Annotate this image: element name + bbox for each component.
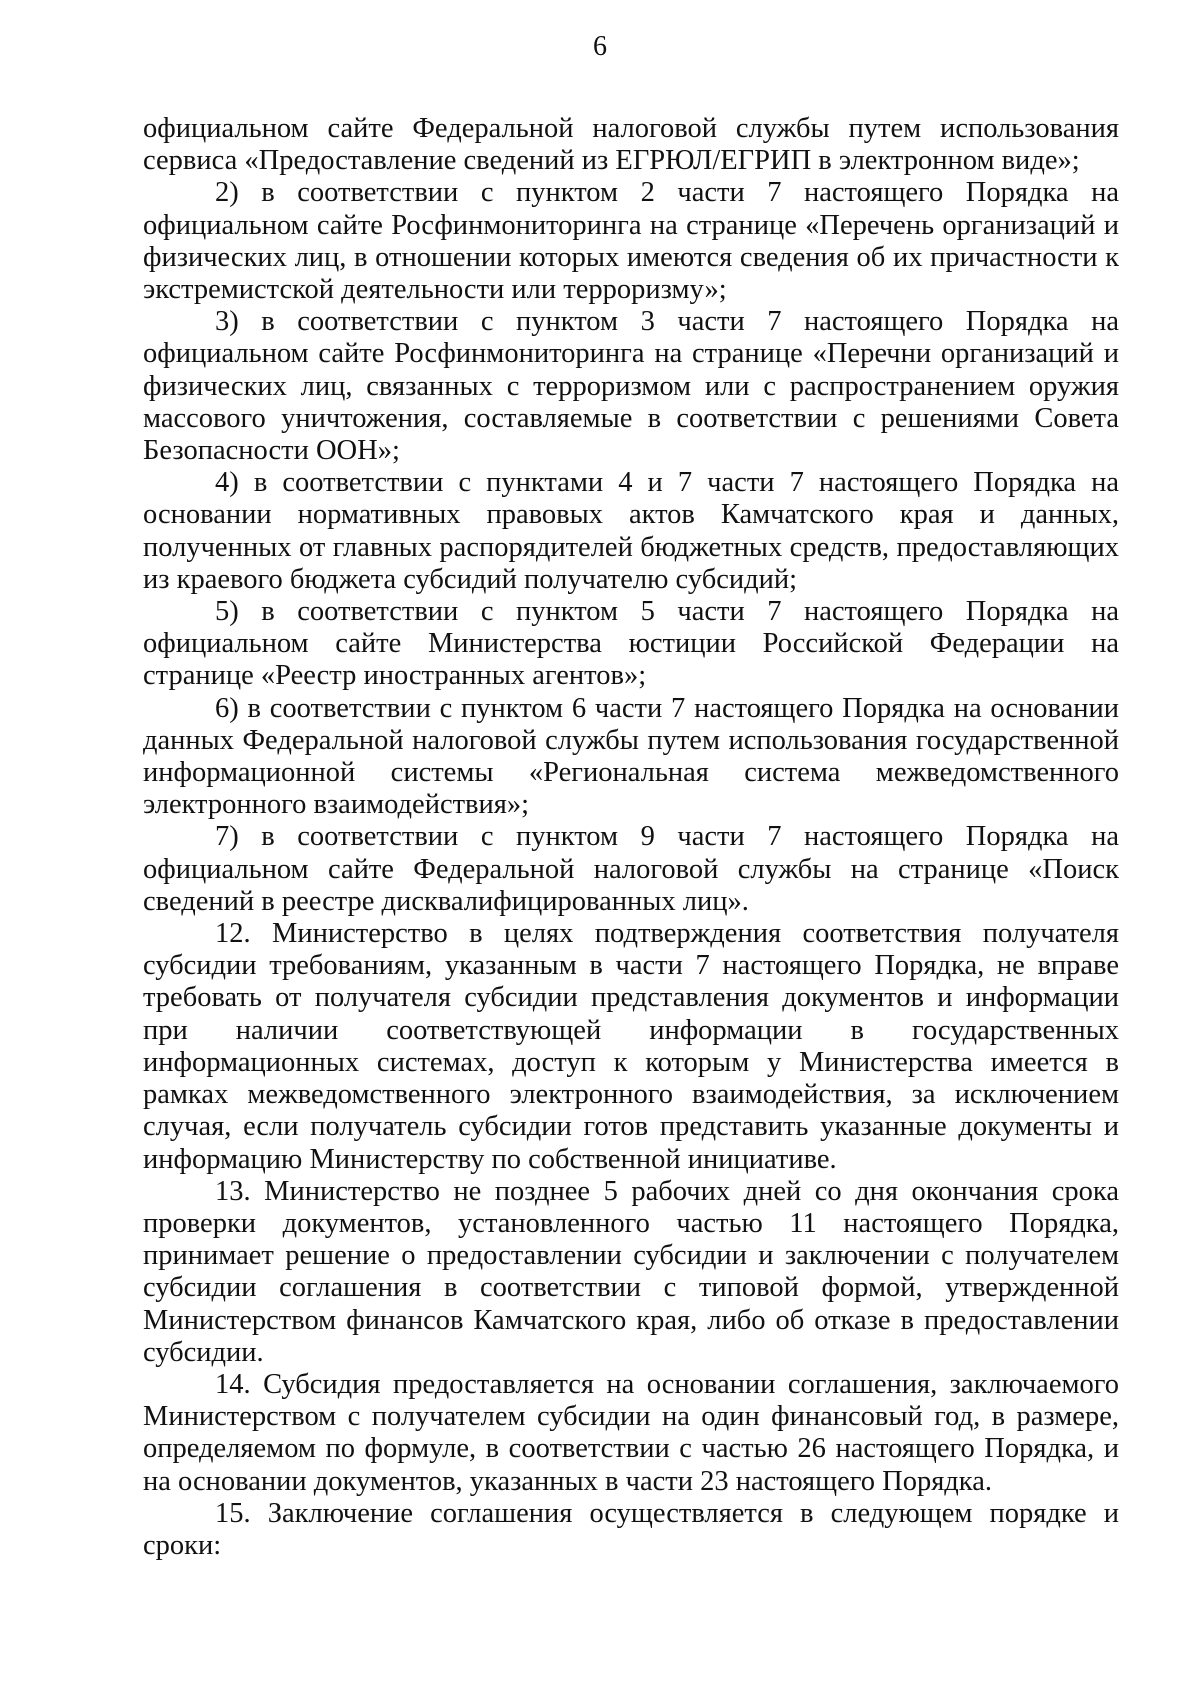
section-12: 12. Министерство в целях подтверждения соответствия получателя субсидии требованиям, указанным в части 7 настоящего Порядка, не вправе требовать от получателя субсидии представления документов и информации при наличии соответствующей информации в государственных информационных системах, доступ к которым у Министерства имеется в рамках межведомственного электронного взаимодействия, за исключением случая, если получатель субсидии готов представить указанные документы и информацию Министерству по собственной инициативе. [143, 918, 1119, 1175]
document-body [143, 113, 1119, 1562]
list-item-2: 2) в соответствии с пунктом 2 части 7 настоящего Порядка на официальном сайте Росфинмониторинга на странице «Перечень организаций и физических лиц, в отношении которых имеются сведения об их причастности к экстремистской деятельности или терроризму»; [143, 177, 1119, 306]
paragraph-continuation: официальном сайте Федеральной налоговой службы путем использования сервиса «Предоставление сведений из ЕГРЮЛ/ЕГРИП в электронном виде»; [143, 113, 1119, 177]
section-14: 14. Субсидия предоставляется на основании соглашения, заключаемого Министерством с получателем субсидии на один финансовый год, в размере, определяемом по формуле, в соответствии с частью 26 настоящего Порядка, и на основании документов, указанных в части 23 настоящего Порядка. [143, 1368, 1119, 1497]
list-item-7: 7) в соответствии с пунктом 9 части 7 настоящего Порядка на официальном сайте Федеральной налоговой службы на странице «Поиск сведений в реестре дисквалифицированных лиц». [143, 821, 1119, 917]
page-number: 6 [593, 31, 607, 62]
list-item-6: 6) в соответствии с пунктом 6 части 7 настоящего Порядка на основании данных Федеральной налоговой службы путем использования государственной информационной системы «Региональная система межведомственного электронного взаимодействия»; [143, 692, 1119, 821]
list-item-5: 5) в соответствии с пунктом 5 части 7 настоящего Порядка на официальном сайте Министерства юстиции Российской Федерации на странице «Реестр иностранных агентов»; [143, 596, 1119, 692]
list-item-3: 3) в соответствии с пунктом 3 части 7 настоящего Порядка на официальном сайте Росфинмониторинга на странице «Перечни организаций и физических лиц, связанных с терроризмом или с распространением оружия массового уничтожения, составляемые в соответствии с решениями Совета Безопасности ООН»; [143, 306, 1119, 467]
section-15: 15. Заключение соглашения осуществляется в следующем порядке и сроки: [143, 1497, 1119, 1561]
section-13: 13. Министерство не позднее 5 рабочих дней со дня окончания срока проверки документов, установленного частью 11 настоящего Порядка, принимает решение о предоставлении субсидии и заключении с получателем субсидии соглашения в соответствии с типовой формой, утвержденной Министерством финансов Камчатского края, либо об отказе в предоставлении субсидии. [143, 1175, 1119, 1368]
list-item-4: 4) в соответствии с пунктами 4 и 7 части 7 настоящего Порядка на основании нормативных правовых актов Камчатского края и данных, полученных от главных распорядителей бюджетных средств, предоставляющих из краевого бюджета субсидий получателю субсидий; [143, 467, 1119, 595]
